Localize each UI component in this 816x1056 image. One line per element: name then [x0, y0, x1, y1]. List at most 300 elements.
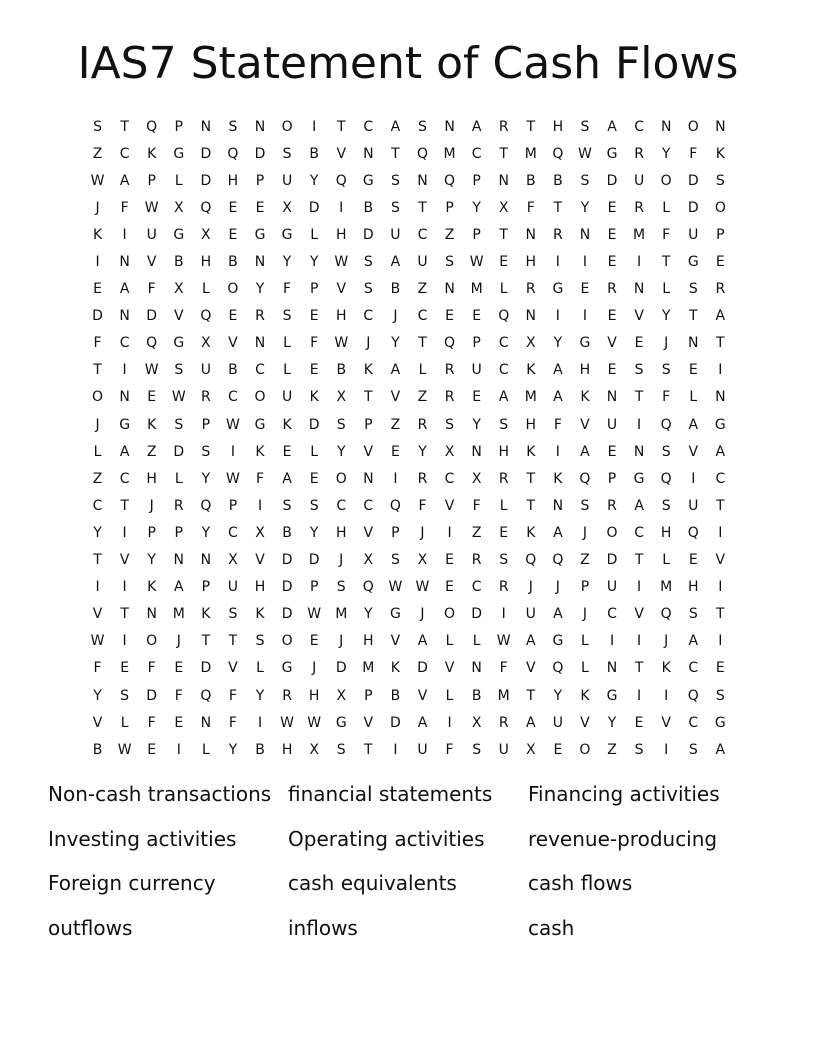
grid-cell: L	[174, 172, 183, 189]
grid-cell: U	[471, 362, 482, 379]
grid-cell: D	[173, 443, 185, 460]
grid-cell: C	[228, 389, 238, 406]
grid-cell: C	[228, 524, 238, 541]
grid-cell: N	[254, 335, 266, 352]
grid-cell: H	[525, 416, 537, 433]
grid-cell: Y	[93, 524, 102, 541]
grid-cell: S	[688, 741, 698, 758]
grid-cell: Y	[336, 443, 346, 460]
grid-cell: R	[634, 145, 644, 162]
grid-cell: C	[92, 497, 103, 514]
grid-cell: L	[310, 443, 319, 460]
grid-cell: N	[417, 172, 428, 189]
grid-cell: C	[417, 308, 428, 325]
grid-cell: E	[309, 633, 319, 650]
grid-cell: G	[173, 226, 185, 243]
grid-cell: N	[688, 335, 699, 352]
grid-cell: S	[390, 172, 400, 189]
grid-cell: F	[255, 470, 265, 487]
grid-cell: Z	[390, 416, 401, 433]
grid-cell: F	[147, 281, 156, 298]
grid-cell: L	[418, 362, 427, 379]
grid-cell: I	[718, 579, 723, 596]
grid-cell: E	[445, 552, 454, 569]
grid-cell: A	[634, 497, 644, 514]
grid-cell: I	[637, 416, 642, 433]
grid-row	[84, 709, 734, 736]
grid-cell: T	[364, 389, 373, 406]
grid-cell: Y	[553, 687, 563, 704]
grid-cell: F	[228, 714, 237, 731]
grid-row	[84, 411, 734, 438]
grid-cell: T	[716, 497, 725, 514]
grid-cell: B	[309, 145, 319, 162]
grid-cell: L	[201, 741, 210, 758]
grid-cell: X	[282, 199, 292, 216]
grid-cell: I	[393, 741, 398, 758]
grid-cell: G	[173, 145, 185, 162]
grid-cell: K	[147, 145, 157, 162]
grid-cell: U	[417, 254, 428, 271]
grid-cell: F	[662, 226, 671, 243]
grid-cell: W	[578, 145, 592, 162]
grid-cell: K	[390, 660, 400, 677]
grid-cell: C	[607, 606, 617, 623]
grid-cell: H	[335, 308, 347, 325]
grid-cell: P	[228, 497, 238, 514]
grid-cell: E	[282, 443, 292, 460]
grid-cell: B	[390, 281, 401, 298]
grid-cell: V	[336, 145, 347, 162]
grid-cell: X	[309, 741, 319, 758]
grid-cell: E	[607, 443, 617, 460]
grid-cell: A	[553, 362, 563, 379]
grid-cell: F	[472, 497, 481, 514]
grid-cell: E	[174, 714, 184, 731]
grid-cell: W	[144, 199, 159, 216]
grid-row	[84, 628, 734, 655]
grid-cell: I	[637, 579, 642, 596]
grid-cell: A	[607, 118, 617, 135]
word-list-item: financial statements	[288, 782, 493, 806]
grid-cell: V	[390, 633, 401, 650]
grid-cell: D	[200, 145, 212, 162]
grid-cell: K	[147, 416, 157, 433]
grid-cell: I	[447, 714, 452, 731]
grid-cell: I	[257, 714, 263, 731]
grid-cell: S	[282, 145, 292, 162]
grid-cell: Y	[661, 145, 671, 162]
grid-row	[84, 465, 734, 492]
grid-cell: T	[499, 145, 508, 162]
grid-cell: N	[552, 497, 564, 514]
grid-cell: J	[149, 497, 154, 514]
grid-row	[84, 384, 734, 411]
grid-cell: S	[634, 741, 644, 758]
grid-cell: E	[120, 660, 130, 677]
grid-cell: D	[146, 687, 158, 704]
grid-cell: C	[417, 226, 428, 243]
grid-cell: C	[444, 470, 455, 487]
grid-cell: V	[92, 714, 103, 731]
grid-cell: R	[607, 497, 617, 514]
grid-cell: D	[687, 172, 699, 189]
grid-cell: Q	[200, 199, 212, 216]
grid-cell: G	[714, 714, 726, 731]
grid-cell: N	[200, 552, 212, 569]
grid-cell: L	[256, 660, 264, 677]
grid-cell: J	[664, 633, 669, 650]
grid-cell: N	[660, 118, 672, 135]
grid-cell: S	[499, 416, 509, 433]
grid-cell: X	[471, 470, 482, 487]
grid-cell: R	[173, 497, 184, 514]
grid-cell: R	[471, 552, 482, 569]
grid-cell: E	[390, 443, 400, 460]
grid-cell: U	[688, 226, 699, 243]
word-list-item: Investing activities	[48, 826, 237, 851]
grid-cell: V	[336, 281, 347, 298]
grid-row	[84, 276, 734, 303]
grid-cell: A	[553, 606, 563, 623]
grid-cell: L	[689, 389, 698, 406]
grid-cell: I	[582, 308, 588, 325]
grid-cell: S	[580, 172, 590, 189]
grid-cell: X	[336, 687, 347, 704]
grid-cell: V	[634, 308, 644, 325]
grid-cell: P	[391, 524, 400, 541]
grid-cell: N	[633, 281, 645, 298]
grid-cell: E	[228, 226, 238, 243]
grid-cell: I	[609, 633, 615, 650]
grid-cell: D	[417, 660, 428, 677]
grid-cell: P	[255, 172, 265, 189]
grid-cell: Q	[687, 687, 699, 704]
grid-cell: X	[363, 552, 374, 569]
grid-cell: B	[228, 254, 238, 271]
grid-cell: D	[200, 172, 212, 189]
grid-row	[84, 547, 734, 574]
grid-cell: Z	[92, 470, 103, 487]
grid-cell: S	[174, 362, 184, 379]
grid-cell: S	[93, 118, 102, 135]
grid-cell: O	[606, 524, 618, 541]
word-list-item: revenue-producing	[528, 826, 718, 851]
grid-cell: O	[281, 118, 293, 135]
grid-cell: H	[254, 579, 266, 596]
grid-cell: W	[307, 714, 322, 731]
grid-cell: Q	[444, 172, 456, 189]
grid-cell: I	[718, 633, 723, 650]
grid-cell: R	[200, 389, 211, 406]
grid-cell: C	[634, 524, 644, 541]
grid-cell: Q	[146, 118, 158, 135]
grid-cell: Q	[687, 524, 699, 541]
grid-cell: E	[607, 199, 617, 216]
grid-cell: W	[496, 633, 511, 650]
grid-cell: V	[634, 606, 644, 623]
grid-cell: V	[526, 660, 536, 677]
grid-cell: S	[715, 687, 725, 704]
grid-cell: R	[525, 281, 536, 298]
letter-grid	[84, 113, 734, 763]
word-list-item: outflows	[48, 915, 133, 940]
grid-cell: P	[309, 281, 319, 298]
grid-row	[84, 574, 734, 601]
grid-cell: N	[444, 118, 455, 135]
grid-cell: T	[364, 741, 373, 758]
grid-cell: B	[525, 172, 536, 189]
grid-cell: K	[282, 416, 292, 433]
grid-cell: V	[228, 660, 238, 677]
grid-cell: N	[715, 389, 726, 406]
grid-cell: H	[281, 741, 293, 758]
grid-cell: O	[714, 199, 726, 216]
word-list-item: cash equivalents	[288, 871, 457, 895]
grid-cell: G	[362, 172, 374, 189]
grid-cell: R	[498, 118, 509, 135]
grid-cell: J	[339, 633, 344, 650]
grid-cell: C	[498, 362, 509, 379]
grid-cell: L	[581, 660, 589, 677]
grid-cell: J	[582, 606, 588, 623]
grid-cell: A	[553, 524, 563, 541]
grid-cell: Q	[200, 308, 212, 325]
grid-cell: B	[228, 362, 238, 379]
grid-cell: E	[580, 281, 590, 298]
grid-row	[84, 601, 734, 628]
grid-cell: D	[390, 714, 401, 731]
grid-cell: T	[228, 633, 238, 650]
grid-cell: D	[92, 308, 103, 325]
grid-cell: A	[119, 443, 130, 460]
grid-cell: C	[634, 118, 644, 135]
grid-cell: P	[364, 687, 373, 704]
grid-cell: Y	[201, 470, 211, 487]
grid-cell: Y	[201, 524, 211, 541]
grid-cell: N	[633, 443, 645, 460]
grid-cell: M	[470, 281, 483, 298]
grid-cell: T	[526, 118, 536, 135]
grid-cell: C	[255, 362, 265, 379]
grid-cell: A	[715, 443, 726, 460]
grid-cell: G	[579, 335, 591, 352]
word-list-item: Financing activities	[528, 782, 720, 806]
grid-cell: E	[634, 714, 644, 731]
grid-cell: U	[633, 172, 645, 189]
grid-cell: L	[662, 552, 671, 569]
grid-cell: A	[553, 389, 563, 406]
grid-cell: F	[147, 714, 156, 731]
grid-cell: K	[715, 145, 725, 162]
grid-cell: Y	[255, 687, 265, 704]
word-list	[48, 778, 768, 956]
grid-cell: F	[174, 687, 183, 704]
grid-cell: V	[390, 389, 401, 406]
grid-cell: G	[606, 145, 618, 162]
grid-cell: B	[336, 362, 347, 379]
grid-cell: C	[119, 470, 130, 487]
grid-cell: V	[688, 443, 699, 460]
grid-cell: S	[472, 741, 482, 758]
grid-row	[84, 303, 734, 330]
grid-cell: T	[716, 335, 725, 352]
grid-cell: I	[393, 470, 398, 487]
grid-cell: H	[363, 633, 374, 650]
grid-cell: V	[92, 606, 103, 623]
grid-cell: W	[307, 606, 322, 623]
grid-cell: X	[201, 335, 211, 352]
grid-cell: S	[228, 606, 238, 623]
grid-cell: D	[687, 199, 699, 216]
grid-cell: J	[339, 552, 344, 569]
grid-cell: U	[281, 389, 293, 406]
grid-cell: P	[147, 524, 156, 541]
grid-cell: E	[147, 389, 157, 406]
grid-cell: E	[607, 308, 617, 325]
grid-cell: Q	[389, 497, 401, 514]
grid-cell: E	[309, 470, 319, 487]
word-list-item: cash	[528, 915, 575, 940]
grid-cell: L	[310, 226, 319, 243]
grid-row	[84, 167, 734, 194]
grid-cell: D	[308, 416, 320, 433]
grid-cell: F	[662, 389, 671, 406]
grid-cell: V	[607, 335, 617, 352]
grid-cell: G	[173, 335, 185, 352]
grid-row	[84, 519, 734, 546]
grid-cell: I	[555, 254, 560, 271]
grid-cell: Y	[553, 335, 563, 352]
grid-cell: L	[472, 633, 481, 650]
grid-cell: I	[637, 687, 642, 704]
grid-cell: T	[634, 660, 644, 677]
grid-cell: I	[95, 254, 100, 271]
grid-cell: I	[95, 579, 100, 596]
grid-cell: P	[445, 199, 454, 216]
grid-cell: R	[282, 687, 292, 704]
grid-cell: D	[606, 552, 618, 569]
grid-cell: G	[633, 470, 645, 487]
grid-cell: K	[526, 443, 536, 460]
grid-cell: H	[146, 470, 157, 487]
grid-cell: L	[120, 714, 129, 731]
grid-cell: Z	[607, 741, 617, 758]
grid-cell: T	[716, 606, 725, 623]
grid-cell: M	[524, 389, 537, 406]
grid-cell: N	[119, 389, 130, 406]
grid-cell: N	[363, 145, 374, 162]
grid-cell: D	[606, 172, 618, 189]
grid-cell: P	[309, 579, 319, 596]
grid-cell: M	[443, 145, 456, 162]
grid-cell: N	[498, 172, 509, 189]
grid-cell: S	[336, 579, 346, 596]
grid-cell: T	[418, 199, 427, 216]
grid-cell: Q	[227, 145, 239, 162]
grid-cell: K	[661, 660, 671, 677]
grid-cell: P	[201, 416, 211, 433]
word-list-item: Foreign currency	[48, 871, 216, 895]
grid-cell: E	[309, 362, 319, 379]
grid-cell: I	[230, 443, 235, 460]
grid-cell: F	[445, 741, 454, 758]
grid-cell: F	[228, 687, 237, 704]
grid-cell: V	[173, 308, 184, 325]
grid-cell: F	[310, 335, 319, 352]
grid-cell: J	[664, 335, 669, 352]
grid-cell: N	[715, 118, 726, 135]
grid-cell: X	[525, 335, 536, 352]
grid-cell: E	[472, 308, 482, 325]
grid-cell: R	[255, 308, 265, 325]
grid-cell: R	[417, 470, 428, 487]
grid-cell: Q	[660, 470, 672, 487]
grid-cell: T	[526, 687, 536, 704]
grid-cell: S	[688, 281, 698, 298]
grid-cell: L	[445, 633, 454, 650]
grid-cell: E	[228, 308, 238, 325]
grid-cell: V	[444, 497, 455, 514]
grid-cell: Q	[416, 145, 428, 162]
grid-cell: T	[526, 470, 536, 487]
grid-cell: I	[718, 362, 723, 379]
grid-cell: V	[580, 714, 590, 731]
grid-row	[84, 682, 734, 709]
grid-cell: S	[661, 497, 671, 514]
grid-row	[84, 248, 734, 275]
grid-cell: A	[119, 172, 130, 189]
grid-cell: W	[226, 470, 240, 487]
grid-cell: C	[119, 335, 130, 352]
grid-cell: B	[363, 199, 374, 216]
grid-cell: T	[201, 633, 211, 650]
grid-cell: T	[634, 552, 644, 569]
grid-cell: Y	[391, 335, 400, 352]
grid-row	[84, 655, 734, 682]
grid-cell: I	[555, 443, 560, 460]
grid-cell: Q	[579, 470, 591, 487]
grid-cell: L	[499, 497, 508, 514]
grid-cell: U	[606, 416, 618, 433]
grid-cell: A	[715, 741, 726, 758]
grid-cell: C	[715, 470, 726, 487]
grid-cell: R	[498, 714, 509, 731]
grid-cell: P	[174, 118, 183, 135]
grid-cell: J	[393, 308, 398, 325]
grid-cell: D	[308, 199, 320, 216]
grid-cell: A	[580, 443, 590, 460]
grid-cell: P	[472, 335, 481, 352]
grid-cell: S	[336, 741, 346, 758]
grid-cell: J	[366, 335, 371, 352]
grid-cell: I	[122, 362, 127, 379]
grid-cell: I	[257, 497, 263, 514]
grid-cell: B	[255, 741, 265, 758]
grid-cell: R	[498, 579, 509, 596]
grid-cell: X	[525, 741, 536, 758]
grid-cell: S	[661, 362, 671, 379]
grid-cell: S	[309, 497, 319, 514]
grid-cell: O	[227, 281, 239, 298]
grid-cell: W	[334, 254, 349, 271]
grid-cell: E	[607, 254, 617, 271]
grid-cell: C	[119, 145, 130, 162]
grid-cell: O	[335, 470, 347, 487]
grid-cell: V	[119, 552, 130, 569]
grid-cell: M	[497, 687, 510, 704]
word-list-item: Non-cash transactions	[48, 782, 272, 806]
